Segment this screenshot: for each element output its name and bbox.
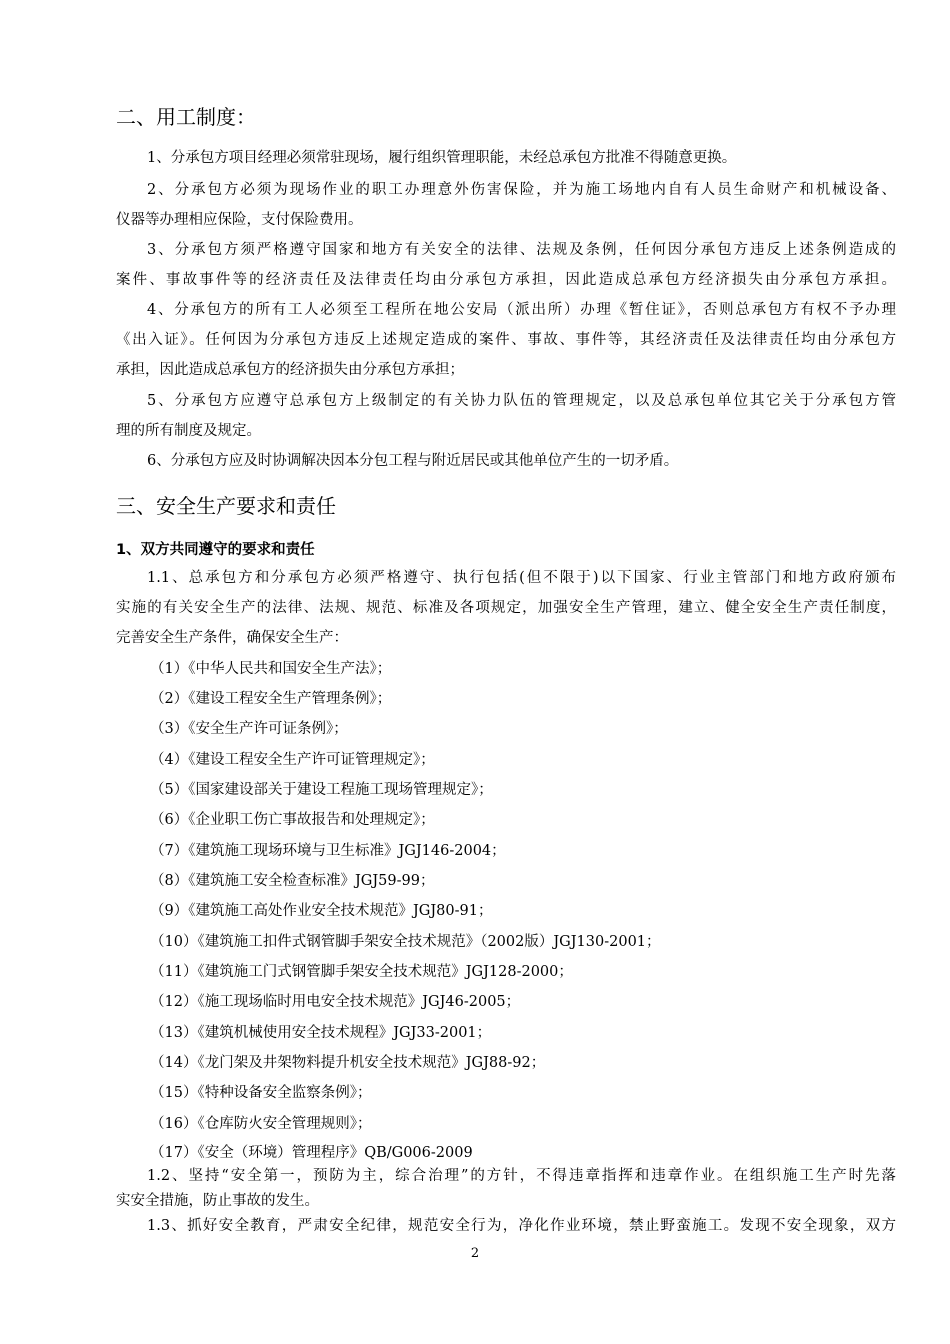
paragraph-1-1-line-2: 实施的有关安全生产的法律、法规、规范、标准及各项规定，加强安全生产管理，建立、健全安全生产责任制度， — [116, 600, 896, 616]
regulation-item: （7）《建筑施工现场环境与卫生标准》JGJ146-2004； — [150, 843, 506, 859]
regulation-item: （2）《建设工程安全生产管理条例》； — [150, 691, 392, 707]
paragraph-1-2-line-2: 实安全措施，防止事故的发生。 — [116, 1193, 319, 1209]
paragraph-6: 6、分承包方应及时协调解决因本分包工程与附近居民或其他单位产生的一切矛盾。 — [147, 453, 679, 469]
regulation-item: （14）《龙门架及井架物料提升机安全技术规范》JGJ88-92； — [150, 1055, 546, 1071]
subsection-heading-joint: 1、双方共同遵守的要求和责任 — [116, 542, 315, 558]
regulation-item: （11）《建筑施工门式钢管脚手架安全技术规范》JGJ128-2000； — [150, 964, 573, 980]
section-heading-safety: 三、安全生产要求和责任 — [116, 494, 336, 518]
regulation-item: （10）《建筑施工扣件式钢管脚手架安全技术规范》（2002版）JGJ130-2001； — [150, 934, 661, 950]
paragraph-3-line-2: 案件、事故事件等的经济责任及法律责任均由分承包方承担，因此造成总承包方经济损失由分承包方承担。 — [116, 272, 896, 288]
regulation-item: （5）《国家建设部关于建设工程施工现场管理规定》； — [150, 782, 493, 798]
regulation-item: （16）《仓库防火安全管理规则》； — [150, 1116, 372, 1132]
paragraph-4-line-2: 《出入证》。任何因为分承包方违反上述规定造成的案件、事故、事件等，其经济责任及法律责任均由分承包方 — [116, 332, 896, 348]
paragraph-3-line-1: 3、分承包方须严格遵守国家和地方有关安全的法律、法规及条例，任何因分承包方违反上述条例造成的 — [147, 242, 896, 258]
paragraph-1-1-line-1: 1.1、总承包方和分承包方必须严格遵守、执行包括(但不限于)以下国家、行业主管部门和地方政府颁布 — [147, 570, 896, 586]
regulation-item: （1）《中华人民共和国安全生产法》； — [150, 661, 392, 677]
page-number: 2 — [470, 1246, 480, 1261]
paragraph-1: 1、分承包方项目经理必须常驻现场，履行组织管理职能，未经总承包方批准不得随意更换。 — [147, 150, 737, 166]
paragraph-2-line-1: 2、分承包方必须为现场作业的职工办理意外伤害保险，并为施工场地内自有人员生命财产和机械设备、 — [147, 182, 896, 198]
paragraph-5-line-2: 理的所有制度及规定。 — [116, 423, 261, 439]
regulation-item: （12）《施工现场临时用电安全技术规范》JGJ46-2005； — [150, 994, 521, 1010]
paragraph-5-line-1: 5、分承包方应遵守总承包方上级制定的有关协力队伍的管理规定，以及总承包单位其它关于分承包方管 — [147, 393, 896, 409]
paragraph-2-line-2: 仪器等办理相应保险，支付保险费用。 — [116, 212, 363, 228]
regulation-item: （13）《建筑机械使用安全技术规程》JGJ33-2001； — [150, 1025, 492, 1041]
section-heading-employment: 二、用工制度： — [116, 105, 256, 129]
paragraph-1-2-line-1: 1.2、坚持“安全第一，预防为主，综合治理”的方针，不得违章指挥和违章作业。在组织施工生产时先落 — [147, 1168, 896, 1184]
regulation-item: （3）《安全生产许可证条例》； — [150, 721, 348, 737]
paragraph-1-3-line-1: 1.3、抓好安全教育，严肃安全纪律，规范安全行为，净化作业环境，禁止野蛮施工。发现不安全现象，双方 — [147, 1218, 896, 1234]
regulation-item: （6）《企业职工伤亡事故报告和处理规定》； — [150, 812, 435, 828]
paragraph-1-1-line-3: 完善安全生产条件，确保安全生产： — [116, 630, 348, 646]
regulation-item: （4）《建设工程安全生产许可证管理规定》； — [150, 752, 435, 768]
regulation-item: （15）《特种设备安全监察条例》； — [150, 1085, 372, 1101]
paragraph-4-line-3: 承担，因此造成总承包方的经济损失由分承包方承担； — [116, 362, 464, 378]
regulation-item: （17）《安全（环境）管理程序》QB/G006-2009 — [150, 1145, 473, 1161]
paragraph-4-line-1: 4、分承包方的所有工人必须至工程所在地公安局（派出所）办理《暂住证》，否则总承包方有权不予办理 — [147, 302, 896, 318]
regulation-item: （9）《建筑施工高处作业安全技术规范》JGJ80-91； — [150, 903, 493, 919]
regulation-item: （8）《建筑施工安全检查标准》JGJ59-99； — [150, 873, 435, 889]
